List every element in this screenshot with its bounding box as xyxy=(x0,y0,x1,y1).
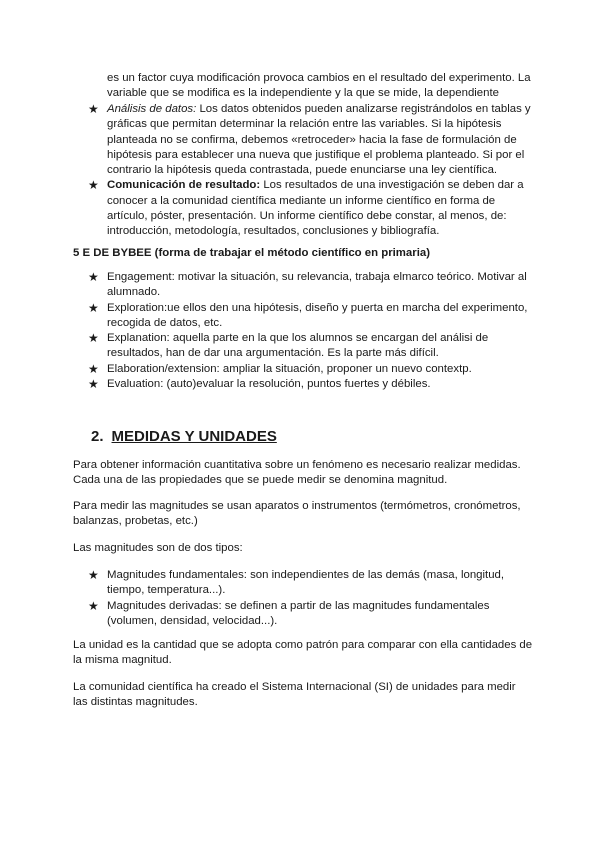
bybee-heading: 5 E DE BYBEE (forma de trabajar el método científico en primaria) xyxy=(73,247,430,259)
list-item xyxy=(88,102,533,178)
star-bullet-icon: ★ xyxy=(88,300,99,315)
item-text: Los resultados de una investigación se deben dar a conocer a la comunidad científica mediante un informe científico en forma de artículo, póster, presentación. Un informe científico debe constar, al menos, de: introducción, metodología, resultados, conclusiones y bibliografía. xyxy=(107,179,524,238)
paragraph: Las magnitudes son de dos tipos: xyxy=(73,542,243,554)
item-text: Engagement: motivar la situación, su relevancia, trabaja elmarco teórico. Motivar al alumnado. xyxy=(107,271,527,299)
star-bullet-icon: ★ xyxy=(88,361,99,376)
star-bullet-icon: ★ xyxy=(88,377,99,392)
paragraph: La unidad es la cantidad que se adopta como patrón para comparar con ella cantidades de la misma magnitud. xyxy=(73,639,533,667)
list-item xyxy=(88,599,533,630)
item-label: Comunicación de resultado: xyxy=(107,179,261,192)
section-number: 2. xyxy=(91,428,104,445)
star-bullet-icon: ★ xyxy=(88,270,99,284)
section-title xyxy=(91,428,277,446)
list-item xyxy=(88,568,533,599)
item-text: Exploration:ue ellos den una hipótesis, diseño y puerta en marcha del experimento, recogida de datos, etc. xyxy=(107,301,528,329)
star-bullet-icon: ★ xyxy=(88,598,99,613)
list-item xyxy=(88,270,533,301)
list-item xyxy=(88,377,533,392)
item-text: Explanation: aquella parte en la que los alumnos se encargan del análisi de resultados, han de dar una argumentación. Es la parte más difícil. xyxy=(107,332,489,360)
item-text: Los datos obtenidos pueden analizarse registrándolos en tablas y gráficas que permitan determinar la relación entre las variables. Si la hipótesis planteada no se confirma, debemos «retroceder» hacia la fase de formulación de hipótesis para establecer una nueva que justifique el problema planteado. Si por el contrario la hipótesis queda contrastada, puede enunciarse una ley científica. xyxy=(107,103,531,177)
magnitude-types-list xyxy=(88,568,533,629)
list-item xyxy=(88,331,533,362)
item-label: Análisis de datos: xyxy=(107,103,197,115)
list-item xyxy=(88,301,533,332)
list-item xyxy=(88,362,533,377)
item-text: Elaboration/extension: ampliar la situación, proponer un nuevo contextp. xyxy=(107,362,472,375)
star-bullet-icon: ★ xyxy=(88,102,99,116)
section-title-text: MEDIDAS Y UNIDADES xyxy=(111,428,277,445)
method-steps-list xyxy=(88,102,533,240)
continuation-text: es un factor cuya modificación provoca cambios en el resultado del experimento. La variable que se modifica es la independiente y la que se mide, la dependiente xyxy=(107,72,531,100)
star-bullet-icon: ★ xyxy=(88,568,99,582)
star-bullet-icon: ★ xyxy=(88,178,99,193)
item-text: Evaluation: (auto)evaluar la resolución, puntos fuertes y débiles. xyxy=(107,378,431,391)
list-item xyxy=(88,178,533,239)
paragraph: Para obtener información cuantitativa sobre un fenómeno es necesario realizar medidas. Cada una de las propiedades que se puede medir se denomina magnitud. xyxy=(73,459,521,487)
star-bullet-icon: ★ xyxy=(88,331,99,346)
item-text: Magnitudes derivadas: se definen a partir de las magnitudes fundamentales (volumen, densidad, velocidad...). xyxy=(107,599,490,627)
paragraph: La comunidad científica ha creado el Sistema Internacional (SI) de unidades para medir las distintas magnitudes. xyxy=(73,681,516,709)
item-text: Magnitudes fundamentales: son independientes de las demás (masa, longitud, tiempo, temperatura...). xyxy=(107,569,505,597)
paragraph: Para medir las magnitudes se usan aparatos o instrumentos (termómetros, cronómetros, balanzas, probetas, etc.) xyxy=(73,500,521,528)
bybee-list xyxy=(88,270,533,392)
